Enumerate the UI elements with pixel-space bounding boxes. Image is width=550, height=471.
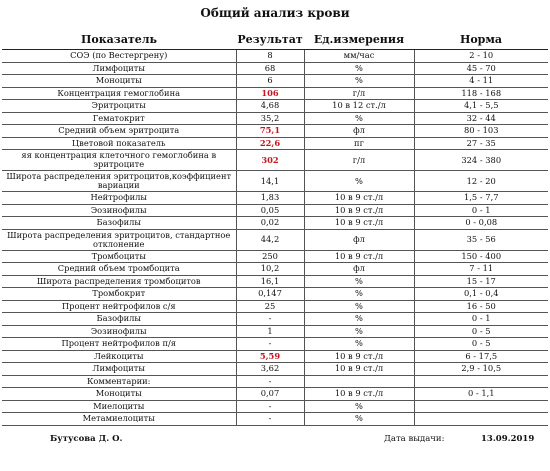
- row-norm: 324 - 380: [414, 150, 548, 171]
- row-result: 250: [236, 250, 304, 263]
- row-result: 75,1: [236, 125, 304, 138]
- row-unit: %: [304, 75, 414, 88]
- row-unit: 10 в 9 ст./л: [304, 192, 414, 205]
- row-norm: 16 - 50: [414, 300, 548, 313]
- row-result: -: [236, 375, 304, 388]
- table-row: [2, 300, 548, 313]
- row-name: Широта распределения эритроцитов, стандартное отклонение: [2, 229, 236, 250]
- table-row: [2, 217, 548, 230]
- table-row: [2, 338, 548, 351]
- row-name: Эозинофилы: [2, 325, 236, 338]
- row-unit: [304, 375, 414, 388]
- row-norm: 150 - 400: [414, 250, 548, 263]
- row-unit: %: [304, 313, 414, 326]
- doctor-name: Бутусова Д. О.: [50, 434, 123, 444]
- row-unit: мм/час: [304, 50, 414, 63]
- issue-date-label: Дата выдачи:: [384, 434, 445, 444]
- row-unit: %: [304, 300, 414, 313]
- table-row: [2, 137, 548, 150]
- row-result: 1: [236, 325, 304, 338]
- row-name: Концентрация гемоглобина: [2, 87, 236, 100]
- row-name: Гематокрит: [2, 112, 236, 125]
- row-name: Миелоциты: [2, 400, 236, 413]
- table-row: [2, 288, 548, 301]
- row-result: 0,02: [236, 217, 304, 230]
- row-norm: 80 - 103: [414, 125, 548, 138]
- row-norm: [414, 413, 548, 426]
- row-unit: г/л: [304, 87, 414, 100]
- table-row: [2, 250, 548, 263]
- row-norm: 0,1 - 0,4: [414, 288, 548, 301]
- row-norm: 2,9 - 10,5: [414, 363, 548, 376]
- row-result: 1,83: [236, 192, 304, 205]
- row-result: -: [236, 338, 304, 351]
- row-name: Средний объем тромбоцита: [2, 263, 236, 276]
- row-name: Процент нейтрофилов с/я: [2, 300, 236, 313]
- table-row: [2, 275, 548, 288]
- table-row: [2, 192, 548, 205]
- row-unit: 10 в 9 ст./л: [304, 250, 414, 263]
- table-row: [2, 75, 548, 88]
- row-result: 16,1: [236, 275, 304, 288]
- row-norm: 32 - 44: [414, 112, 548, 125]
- row-name: Эритроциты: [2, 100, 236, 113]
- table-row: [2, 50, 548, 63]
- row-unit: %: [304, 325, 414, 338]
- issue-date: 13.09.2019: [481, 434, 535, 444]
- table-row: [2, 100, 548, 113]
- row-unit: %: [304, 62, 414, 75]
- row-unit: %: [304, 288, 414, 301]
- table-header-row: [2, 29, 548, 50]
- row-norm: [414, 375, 548, 388]
- row-norm: 0 - 1: [414, 204, 548, 217]
- table-row: [2, 204, 548, 217]
- row-result: 68: [236, 62, 304, 75]
- table-row: [2, 62, 548, 75]
- row-name: Нейтрофилы: [2, 192, 236, 205]
- table-row: [2, 150, 548, 171]
- row-unit: пг: [304, 137, 414, 150]
- row-result: 35,2: [236, 112, 304, 125]
- report-footer: [0, 434, 550, 448]
- table-row: [2, 350, 548, 363]
- row-name: СОЭ (по Вестергрену): [2, 50, 236, 63]
- header-result: Результат: [236, 29, 304, 50]
- table-row: [2, 325, 548, 338]
- row-norm: 0 - 5: [414, 338, 548, 351]
- results-table: [2, 29, 548, 426]
- table-row: [2, 87, 548, 100]
- row-result: 6: [236, 75, 304, 88]
- header-norm: Норма: [414, 29, 548, 50]
- row-unit: фл: [304, 229, 414, 250]
- row-name: Цветовой показатель: [2, 137, 236, 150]
- results-body: [2, 50, 548, 426]
- row-unit: 10 в 9 ст./л: [304, 388, 414, 401]
- row-unit: %: [304, 413, 414, 426]
- row-name: Средний объем эритроцита: [2, 125, 236, 138]
- row-result: 22,6: [236, 137, 304, 150]
- row-result: -: [236, 413, 304, 426]
- row-unit: 10 в 12 ст./л: [304, 100, 414, 113]
- table-row: [2, 413, 548, 426]
- row-result: 10,2: [236, 263, 304, 276]
- row-name: Метамиелоциты: [2, 413, 236, 426]
- row-name: Лимфоциты: [2, 363, 236, 376]
- row-norm: 0 - 1,1: [414, 388, 548, 401]
- row-norm: 7 - 11: [414, 263, 548, 276]
- row-name: Комментарии:: [2, 375, 236, 388]
- table-row: [2, 125, 548, 138]
- row-norm: [414, 400, 548, 413]
- row-norm: 4 - 11: [414, 75, 548, 88]
- row-norm: 15 - 17: [414, 275, 548, 288]
- row-name: Лимфоциты: [2, 62, 236, 75]
- row-unit: 10 в 9 ст./л: [304, 204, 414, 217]
- row-norm: 35 - 56: [414, 229, 548, 250]
- row-name: Эозинофилы: [2, 204, 236, 217]
- header-unit: Ед.измерения: [304, 29, 414, 50]
- row-norm: 4,1 - 5,5: [414, 100, 548, 113]
- row-name: яя концентрация клеточного гемоглобина в эритроците: [2, 150, 236, 171]
- row-norm: 12 - 20: [414, 171, 548, 192]
- table-row: [2, 112, 548, 125]
- row-unit: %: [304, 400, 414, 413]
- row-result: 302: [236, 150, 304, 171]
- table-row: [2, 313, 548, 326]
- report-title: Общий анализ крови: [200, 6, 350, 20]
- table-row: [2, 263, 548, 276]
- row-norm: 45 - 70: [414, 62, 548, 75]
- table-row: [2, 388, 548, 401]
- row-result: 3,62: [236, 363, 304, 376]
- row-result: 4,68: [236, 100, 304, 113]
- table-row: [2, 400, 548, 413]
- header-name: Показатель: [2, 29, 236, 50]
- row-norm: 0 - 0,08: [414, 217, 548, 230]
- row-name: Моноциты: [2, 75, 236, 88]
- row-result: -: [236, 313, 304, 326]
- row-norm: 6 - 17,5: [414, 350, 548, 363]
- table-row: [2, 363, 548, 376]
- row-name: Лейкоциты: [2, 350, 236, 363]
- row-name: Широта распределения эритроцитов,коэффициент вариации: [2, 171, 236, 192]
- row-result: -: [236, 400, 304, 413]
- row-norm: 1,5 - 7,7: [414, 192, 548, 205]
- row-name: Тромбоциты: [2, 250, 236, 263]
- row-unit: г/л: [304, 150, 414, 171]
- row-name: Тромбокрит: [2, 288, 236, 301]
- row-result: 44,2: [236, 229, 304, 250]
- row-unit: фл: [304, 125, 414, 138]
- row-name: Процент нейтрофилов п/я: [2, 338, 236, 351]
- row-norm: 118 - 168: [414, 87, 548, 100]
- row-result: 0,07: [236, 388, 304, 401]
- row-name: Моноциты: [2, 388, 236, 401]
- row-result: 8: [236, 50, 304, 63]
- row-norm: 27 - 35: [414, 137, 548, 150]
- table-row: [2, 171, 548, 192]
- row-result: 25: [236, 300, 304, 313]
- row-unit: 10 в 9 ст./л: [304, 350, 414, 363]
- table-row: [2, 375, 548, 388]
- row-unit: %: [304, 338, 414, 351]
- row-result: 5,59: [236, 350, 304, 363]
- row-norm: 0 - 1: [414, 313, 548, 326]
- table-row: [2, 229, 548, 250]
- row-unit: %: [304, 275, 414, 288]
- row-result: 0,05: [236, 204, 304, 217]
- row-name: Широта распределения тромбоцитов: [2, 275, 236, 288]
- row-unit: 10 в 9 ст./л: [304, 363, 414, 376]
- row-norm: 0 - 5: [414, 325, 548, 338]
- row-result: 14,1: [236, 171, 304, 192]
- row-unit: %: [304, 171, 414, 192]
- row-result: 106: [236, 87, 304, 100]
- row-unit: 10 в 9 ст./л: [304, 217, 414, 230]
- row-norm: 2 - 10: [414, 50, 548, 63]
- row-name: Базофилы: [2, 217, 236, 230]
- row-result: 0,147: [236, 288, 304, 301]
- row-unit: фл: [304, 263, 414, 276]
- row-name: Базофилы: [2, 313, 236, 326]
- row-unit: %: [304, 112, 414, 125]
